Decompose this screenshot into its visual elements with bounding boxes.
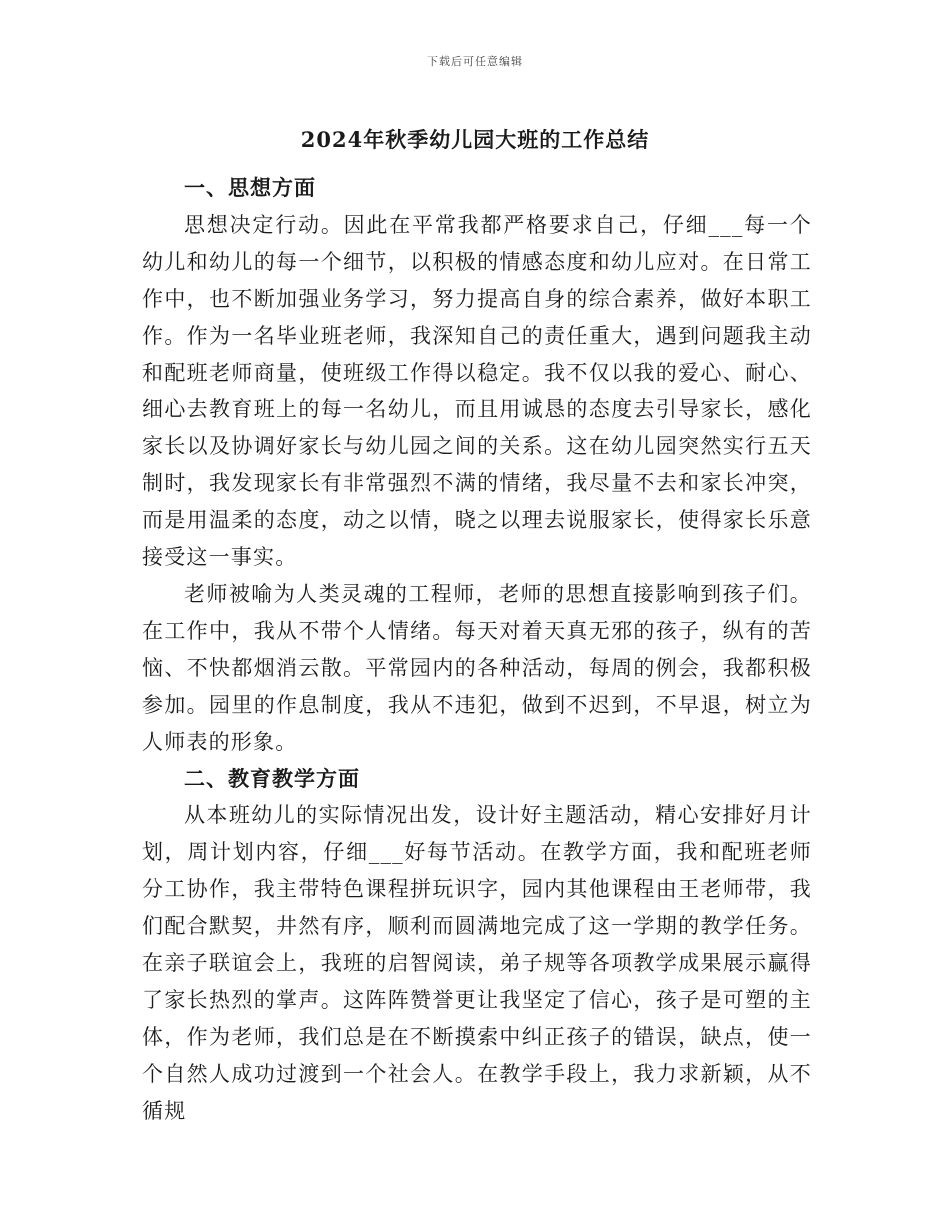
paragraph: 老师被喻为人类灵魂的工程师，老师的思想直接影响到孩子们。在工作中，我从不带个人情绪。每天对着天真无邪的孩子，纵有的苦恼、不快都烟消云散。平常园内的各种活动，每周的例会，我都积极参加。园里的作息制度，我从不违犯，做到不迟到，不早退，树立为人师表的形象。 bbox=[142, 581, 812, 754]
document-body bbox=[142, 170, 812, 1130]
document-title: 2024年秋季幼儿园大班的工作总结 bbox=[300, 127, 650, 152]
paragraph: 从本班幼儿的实际情况出发，设计好主题活动，精心安排好月计划，周计划内容，仔细___好每节活动。在教学方面，我和配班老师分工协作，我主带特色课程拼玩识字，园内其他课程由王老师带，我们配合默契，井然有序，顺利而圆满地完成了这一学期的教学任务。在亲子联谊会上，我班的启智阅读，弟子规等各项教学成果展示赢得了家长热烈的掌声。这阵阵赞誉更让我坚定了信心，孩子是可塑的主体，作为老师，我们总是在不断摸索中纠正孩子的错误，缺点，使一个自然人成功过渡到一个社会人。在教学手段上，我力求新颖，从不循规 bbox=[142, 803, 812, 1123]
section-heading-thought: 一、思想方面 bbox=[184, 175, 316, 200]
section-heading-teaching: 二、教育教学方面 bbox=[184, 765, 360, 791]
paragraph: 思想决定行动。因此在平常我都严格要求自己，仔细___每一个幼儿和幼儿的每一个细节，以积极的情感态度和幼儿应对。在日常工作中，也不断加强业务学习，努力提高自身的综合素养，做好本职工作。作为一名毕业班老师，我深知自己的责任重大，遇到问题我主动和配班老师商量，使班级工作得以稳定。我不仅以我的爱心、耐心、细心去教育班上的每一名幼儿，而且用诚恳的态度去引导家长，感化家长以及协调好家长与幼儿园之间的关系。这在幼儿园突然实行五天制时，我发现家长有非常强烈不满的情绪，我尽量不去和家长冲突，而是用温柔的态度，动之以情，晓之以理去说服家长，使得家长乐意接受这一事实。 bbox=[142, 212, 812, 570]
header-note: 下载后可任意编辑 bbox=[427, 55, 523, 68]
